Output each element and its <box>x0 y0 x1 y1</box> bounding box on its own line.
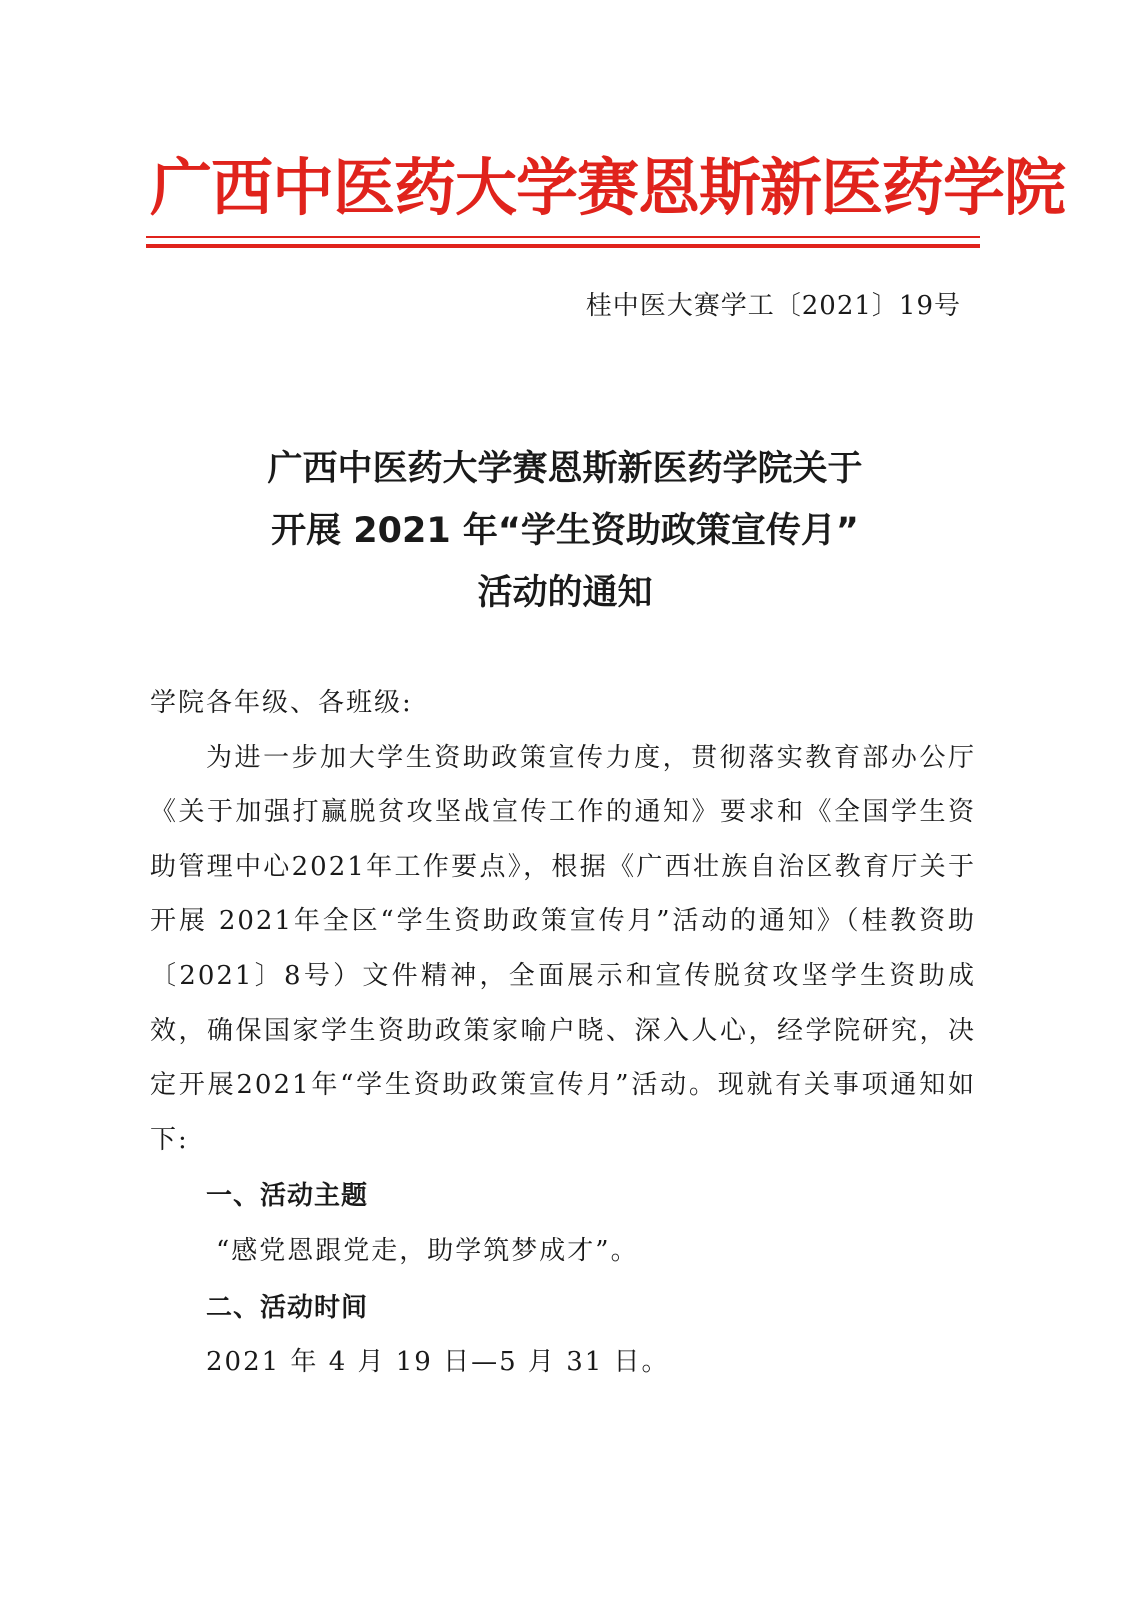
intro-paragraph: 为进一步加大学生资助政策宣传力度，贯彻落实教育部办公厅《关于加强打赢脱贫攻坚战宣传工作的通知》要求和《全国学生资助管理中心2021年工作要点》，根据《广西壮族自治区教育厅关于开展 2021年全区“学生资助政策宣传月”活动的通知》（桂教资助〔2021〕8号）文件精神，全面展示和宣传脱贫攻坚学生资助成效，确保国家学生资助政策家喻户晓、深入人心，经学院研究，决定开展2021年“学生资助政策宣传月”活动。现就有关事项通知如下: <box>150 742 976 1155</box>
section-heading-theme: 一、活动主题 <box>206 1181 369 1212</box>
salutation: 学院各年级、各班级: <box>150 688 413 718</box>
title-line-2: 开展 2021 年“学生资助政策宣传月” <box>271 511 859 551</box>
section-content-time: 2021 年 4 月 19 日—5 月 31 日。 <box>206 1347 670 1378</box>
section-heading-time: 二、活动时间 <box>206 1292 369 1323</box>
section-content-theme: “感党恩跟党走，助学筑梦成才”。 <box>216 1235 639 1266</box>
masthead-rule-thin <box>146 236 980 238</box>
document-number: 桂中医大赛学工〔2021〕19号 <box>585 291 961 321</box>
document-title <box>150 438 980 624</box>
masthead-title: 广西中医药大学赛恩斯新医药学院 <box>150 151 1066 224</box>
title-line-1: 广西中医药大学赛恩斯新医药学院关于 <box>267 449 863 489</box>
document-body <box>150 676 976 1390</box>
title-line-3: 活动的通知 <box>477 573 653 613</box>
masthead-rule-thick <box>146 244 980 248</box>
